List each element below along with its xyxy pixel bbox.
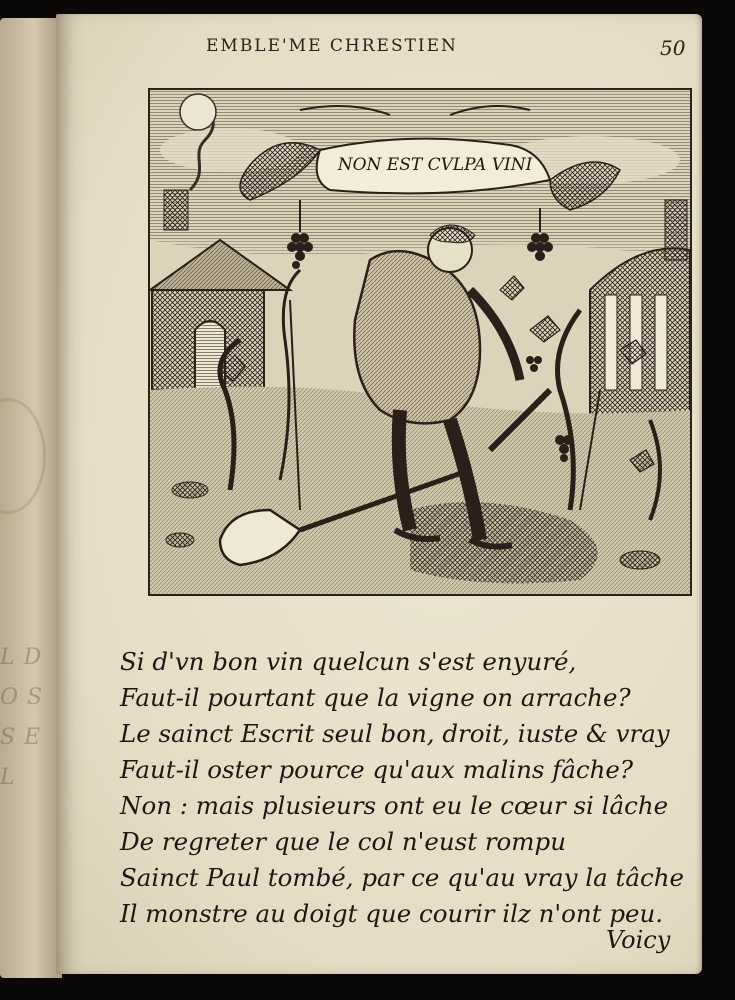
verse-line-4: Faut-il oster pource qu'aux malins fâche? [120, 755, 634, 784]
verse-line-7: Sainct Paul tombé, par ce qu'au vray la tâche [120, 863, 684, 892]
facing-page-stain [0, 398, 46, 514]
verse-line-8: Il monstre au doigt que courir ilz n'ont peu. [120, 899, 664, 928]
catchword: Voicy [606, 926, 671, 954]
emblem-motto: NON EST CVLPA VINI [337, 155, 533, 175]
engraving-illustration [150, 90, 690, 594]
emblem-engraving [148, 88, 692, 596]
verse-line-3: Le sainct Escrit seul bon, droit, iuste & vray [120, 719, 670, 748]
facing-page [0, 18, 62, 978]
book-page [56, 14, 702, 974]
facing-page-bleedthrough: L D O S S E L [0, 645, 44, 790]
verse-line-6: De regreter que le col n'eust rompu [120, 827, 567, 856]
page-number: 50 [660, 36, 686, 60]
verse-line-2: Faut-il pourtant que la vigne on arrache? [120, 683, 631, 712]
verse-block [120, 644, 684, 932]
running-head: EMBLE'ME CHRESTIEN [206, 36, 458, 56]
verse-line-5: Non : mais plusieurs ont eu le cœur si lâche [120, 791, 669, 820]
verse-line-1: Si d'vn bon vin quelcun s'est enyuré, [120, 647, 577, 676]
